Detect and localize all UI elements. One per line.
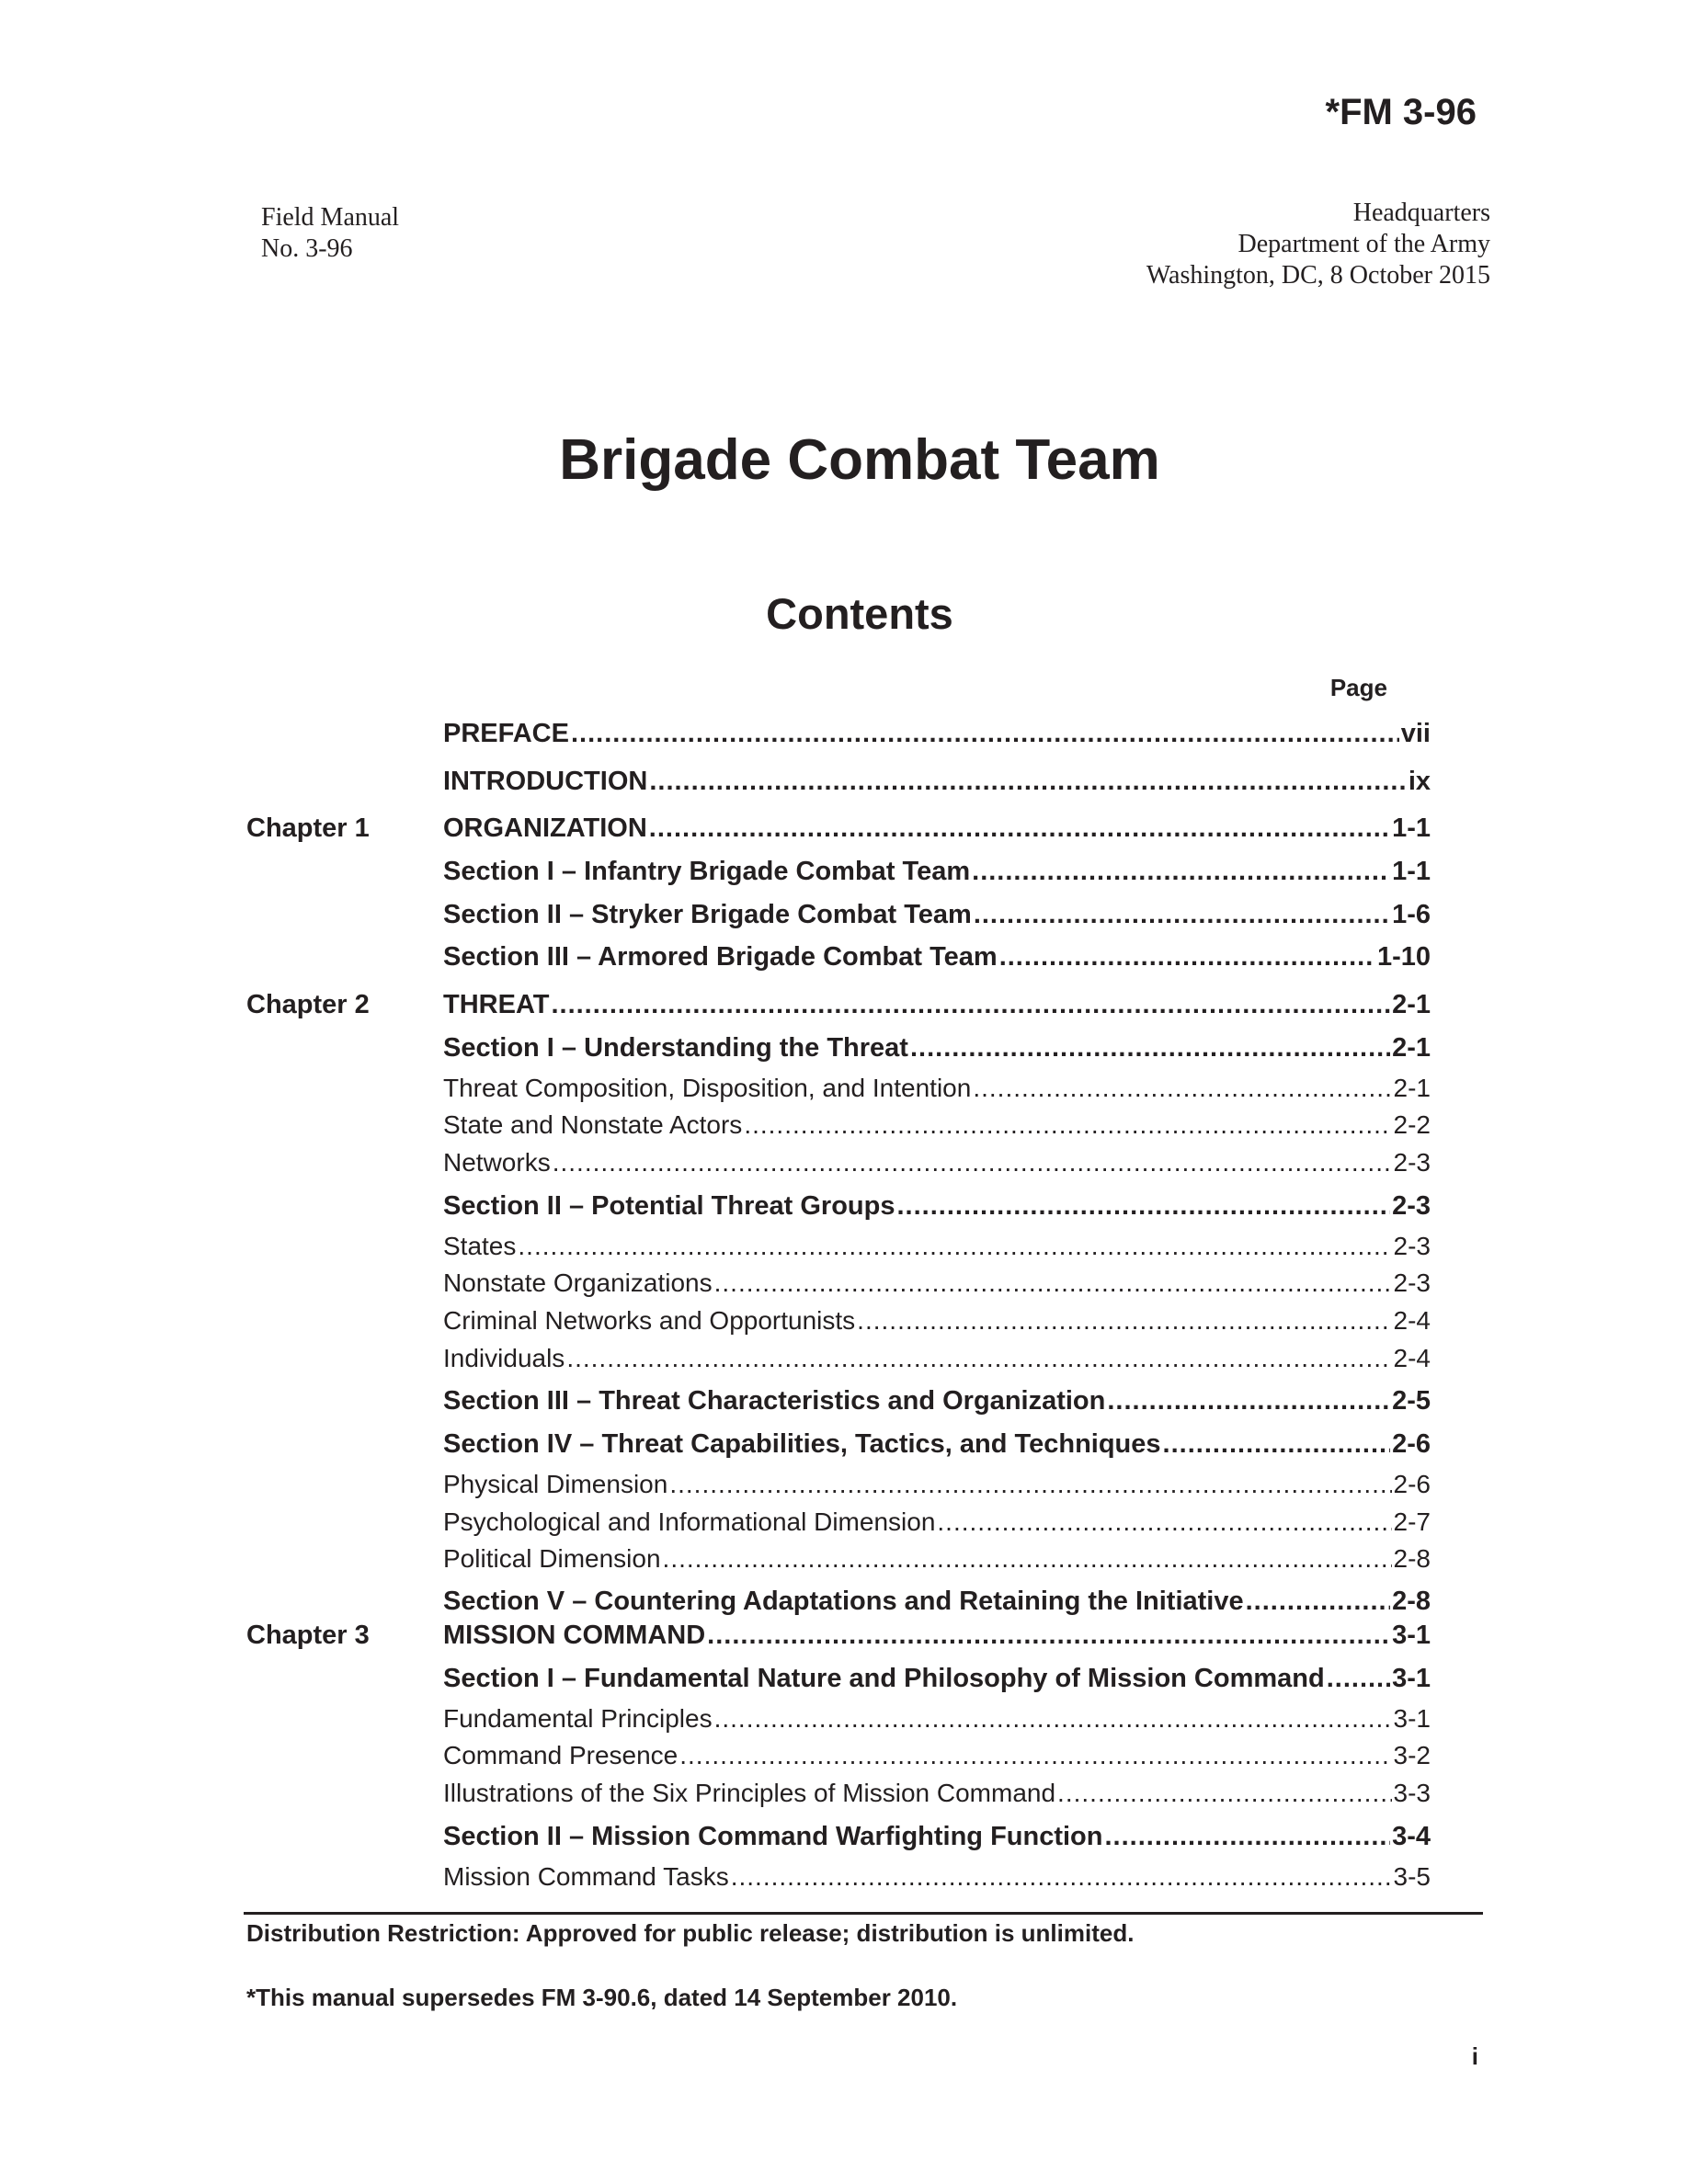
toc-entry[interactable]	[443, 1033, 1431, 1064]
toc-entry-title: Criminal Networks and Opportunists	[443, 1306, 856, 1335]
toc-entry-page: 2-3	[1393, 1232, 1431, 1260]
toc-entry-page: vii	[1400, 719, 1431, 748]
toc-dot-leader	[1327, 1664, 1390, 1694]
toc-dot-leader	[566, 1344, 1391, 1373]
toc-entry-page: 3-5	[1393, 1862, 1431, 1891]
toc-entry-title: Political Dimension	[443, 1544, 661, 1573]
toc-entry[interactable]	[443, 813, 1431, 844]
footer-divider	[244, 1912, 1483, 1915]
chapter-label: Chapter 2	[246, 990, 370, 1019]
toc-entry-title: THREAT	[443, 990, 550, 1019]
toc-entry-page: 2-6	[1393, 1470, 1431, 1498]
toc-entry-title: Mission Command Tasks	[443, 1862, 729, 1891]
supersedes-note: *This manual supersedes FM 3-90.6, dated 14 September 2010.	[246, 1984, 958, 2011]
toc-entry-title: Individuals	[443, 1344, 565, 1372]
toc-entry-page: 3-1	[1392, 1621, 1431, 1650]
toc-entry-page: 2-3	[1393, 1268, 1431, 1297]
toc-entry-page: 2-8	[1393, 1544, 1431, 1573]
toc-entry-title: Section III – Armored Brigade Combat Team	[443, 942, 998, 972]
field-manual-number: No. 3-96	[261, 234, 353, 263]
toc-entry-title: Section I – Infantry Brigade Combat Team	[443, 857, 971, 886]
toc-dot-leader	[649, 767, 1406, 797]
toc-entry-title: Physical Dimension	[443, 1470, 668, 1498]
toc-entry[interactable]	[443, 1110, 1431, 1140]
toc-entry[interactable]	[443, 942, 1431, 973]
toc-dot-leader	[669, 1470, 1391, 1499]
toc-dot-leader	[937, 1507, 1391, 1537]
toc-entry-page: 1-6	[1392, 900, 1431, 929]
toc-entry-title: Psychological and Informational Dimension	[443, 1507, 936, 1536]
toc-entry-page: 3-1	[1392, 1664, 1431, 1693]
toc-dot-leader	[731, 1862, 1392, 1892]
toc-entry-title: Section V – Countering Adaptations and Retaining the Initiative	[443, 1587, 1244, 1616]
toc-entry[interactable]	[443, 900, 1431, 930]
toc-entry-page: 3-1	[1393, 1704, 1431, 1733]
toc-dot-leader	[910, 1033, 1390, 1064]
toc-entry[interactable]	[443, 857, 1431, 887]
headquarters-block	[1146, 198, 1490, 291]
toc-entry-title: MISSION COMMAND	[443, 1621, 706, 1650]
toc-entry-title: Section I – Understanding the Threat	[443, 1033, 908, 1063]
toc-entry-page: 2-2	[1393, 1110, 1431, 1139]
headquarters-line: Headquarters	[1352, 199, 1490, 227]
toc-entry[interactable]	[443, 1232, 1431, 1261]
toc-entry[interactable]	[443, 1429, 1431, 1460]
toc-dot-leader	[1107, 1386, 1390, 1416]
toc-entry[interactable]	[443, 1507, 1431, 1537]
toc-dot-leader	[663, 1544, 1392, 1574]
toc-entry[interactable]	[443, 1148, 1431, 1177]
chapter-label: Chapter 3	[246, 1621, 370, 1650]
toc-entry-title: Section I – Fundamental Nature and Philosophy of Mission Command	[443, 1664, 1325, 1693]
toc-entry-page: ix	[1408, 767, 1431, 796]
toc-entry-page: 2-8	[1392, 1587, 1431, 1616]
toc-entry[interactable]	[443, 1386, 1431, 1416]
page-number: i	[1471, 2042, 1478, 2070]
toc-dot-leader	[551, 990, 1390, 1020]
toc-dot-leader	[857, 1306, 1391, 1336]
field-manual-block	[261, 202, 399, 265]
toc-entry-page: 1-1	[1392, 813, 1431, 843]
toc-dot-leader	[974, 900, 1390, 930]
toc-entry-title: Section III – Threat Characteristics and Organization	[443, 1386, 1106, 1416]
toc-entry-title: Section II – Stryker Brigade Combat Team	[443, 900, 972, 929]
toc-dot-leader	[1163, 1429, 1391, 1460]
document-number: *FM 3-96	[1325, 92, 1477, 132]
toc-entry-page: 2-7	[1393, 1507, 1431, 1536]
toc-entry[interactable]	[443, 1306, 1431, 1336]
toc-entry-title: Networks	[443, 1148, 551, 1177]
toc-entry[interactable]	[443, 1344, 1431, 1373]
toc-dot-leader	[714, 1704, 1392, 1734]
toc-entry[interactable]	[443, 1704, 1431, 1734]
toc-entry[interactable]	[443, 719, 1431, 749]
toc-dot-leader	[972, 857, 1390, 887]
toc-entry-title: Section II – Potential Threat Groups	[443, 1191, 895, 1221]
toc-entry[interactable]	[443, 1074, 1431, 1103]
toc-entry-page: 2-1	[1392, 990, 1431, 1019]
toc-dot-leader	[744, 1110, 1391, 1140]
toc-entry-page: 2-3	[1393, 1148, 1431, 1177]
toc-entry[interactable]	[443, 990, 1431, 1020]
toc-entry-title: States	[443, 1232, 517, 1260]
toc-dot-leader	[679, 1741, 1391, 1770]
toc-dot-leader	[973, 1074, 1391, 1103]
department-line: Department of the Army	[1237, 230, 1490, 258]
toc-entry-title: Section IV – Threat Capabilities, Tactics, and Techniques	[443, 1429, 1161, 1459]
toc-entry[interactable]	[443, 1587, 1431, 1617]
toc-entry[interactable]	[443, 1470, 1431, 1499]
toc-entry-page: 2-6	[1392, 1429, 1431, 1459]
toc-entry-page: 3-4	[1392, 1822, 1431, 1851]
toc-dot-leader	[714, 1268, 1392, 1298]
toc-dot-leader	[1057, 1779, 1391, 1808]
toc-entry-title: Nonstate Organizations	[443, 1268, 713, 1297]
toc-entry-page: 3-2	[1393, 1741, 1431, 1769]
toc-entry-page: 2-4	[1393, 1344, 1431, 1372]
toc-entry[interactable]	[443, 1664, 1431, 1694]
toc-dot-leader	[1246, 1587, 1390, 1617]
toc-dot-leader	[649, 813, 1390, 844]
location-date-line: Washington, DC, 8 October 2015	[1146, 261, 1490, 290]
toc-entry-title: Fundamental Principles	[443, 1704, 713, 1733]
toc-entry-page: 1-10	[1376, 942, 1431, 972]
toc-entry-page: 2-1	[1393, 1074, 1431, 1102]
toc-entry-title: Section II – Mission Command Warfighting Function	[443, 1822, 1103, 1851]
toc-dot-leader	[1104, 1822, 1390, 1852]
toc-entry-page: 1-1	[1392, 857, 1431, 886]
toc-dot-leader	[571, 719, 1399, 749]
toc-entry-page: 2-1	[1392, 1033, 1431, 1063]
toc-entry[interactable]	[443, 1862, 1431, 1892]
document-title: Brigade Combat Team	[559, 428, 1160, 492]
distribution-restriction: Distribution Restriction: Approved for public release; distribution is unlimited.	[246, 1919, 1135, 1947]
page-column-heading: Page	[1329, 674, 1387, 701]
toc-entry[interactable]	[443, 1191, 1431, 1222]
toc-dot-leader	[518, 1232, 1391, 1261]
toc-entry[interactable]	[443, 767, 1431, 797]
toc-entry-title: State and Nonstate Actors	[443, 1110, 743, 1139]
toc-entry-page: 2-4	[1393, 1306, 1431, 1335]
toc-entry-title: PREFACE	[443, 719, 569, 748]
toc-entry-title: INTRODUCTION	[443, 767, 648, 796]
chapter-label: Chapter 1	[246, 813, 370, 843]
toc-entry-page: 3-3	[1393, 1779, 1431, 1807]
toc-entry[interactable]	[443, 1822, 1431, 1852]
toc-entry[interactable]	[443, 1779, 1431, 1808]
toc-entry[interactable]	[443, 1621, 1431, 1651]
toc-entry[interactable]	[443, 1741, 1431, 1770]
toc-entry-title: Threat Composition, Disposition, and Intention	[443, 1074, 972, 1102]
toc-dot-leader	[707, 1621, 1390, 1651]
toc-entry[interactable]	[443, 1544, 1431, 1574]
toc-dot-leader	[999, 942, 1375, 973]
field-manual-label: Field Manual	[261, 203, 400, 232]
toc-entry-title: ORGANIZATION	[443, 813, 647, 843]
toc-entry[interactable]	[443, 1268, 1431, 1298]
toc-entry-page: 2-3	[1392, 1191, 1431, 1221]
toc-entry-title: Command Presence	[443, 1741, 679, 1769]
toc-dot-leader	[896, 1191, 1390, 1222]
contents-heading: Contents	[766, 589, 953, 638]
toc-dot-leader	[553, 1148, 1392, 1177]
toc-entry-page: 2-5	[1392, 1386, 1431, 1416]
toc-entry-title: Illustrations of the Six Principles of Mission Command	[443, 1779, 1056, 1807]
